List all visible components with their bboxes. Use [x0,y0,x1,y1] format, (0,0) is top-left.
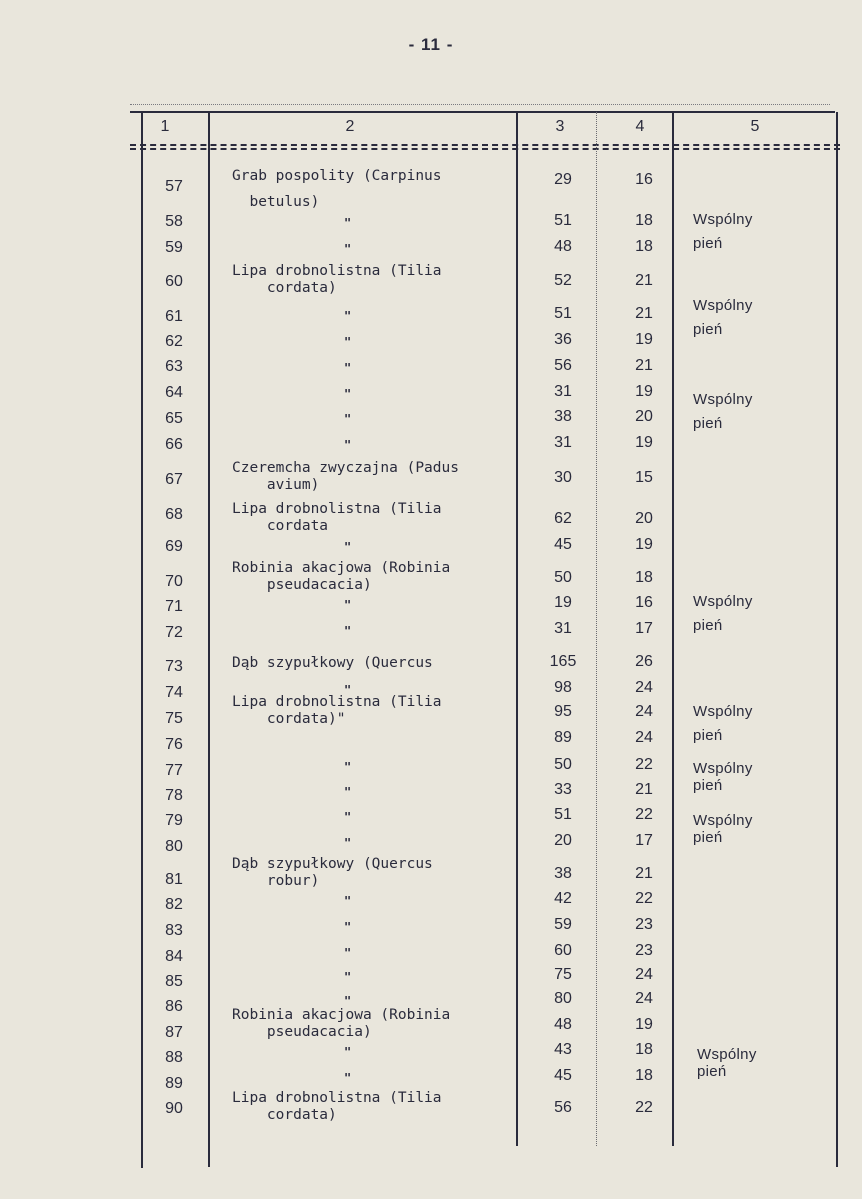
tree-species-name: Grab pospolity (Carpinus betulus) [232,168,442,210]
row-number: 82 [165,896,183,913]
row-number: 64 [165,384,183,401]
column-3-value: 33 [554,781,572,798]
row-number: 59 [165,239,183,256]
column-4-value: 22 [635,806,653,823]
row-number: 67 [165,471,183,488]
column-3-value: 56 [554,357,572,374]
column-4-value: 16 [635,594,653,611]
tree-species-name: Czeremcha zwyczajna (Padus avium) [232,460,459,493]
column-3-value: 51 [554,212,572,229]
column-3-value: 31 [554,383,572,400]
column-4-value: 21 [635,305,653,322]
column-3-value: 51 [554,806,572,823]
column-3-value: 52 [554,272,572,289]
column-4-value: 18 [635,569,653,586]
column-4-value: 24 [635,703,653,720]
row-number: 65 [165,410,183,427]
tree-species-name: " [344,894,352,908]
column-3-value: 50 [554,569,572,586]
row-number: 68 [165,506,183,523]
tree-species-name: " [344,1071,352,1085]
tree-species-name: " [344,387,352,401]
column-4-value: 23 [635,942,653,959]
column-border [516,112,518,1146]
row-number: 73 [165,658,183,675]
row-number: 86 [165,998,183,1015]
column-4-value: 19 [635,434,653,451]
column-4-value: 20 [635,510,653,527]
column-border [208,112,210,1167]
tree-species-name: " [344,335,352,349]
column-3-value: 30 [554,469,572,486]
row-number: 90 [165,1100,183,1117]
row-number: 88 [165,1049,183,1066]
column-4-value: 24 [635,966,653,983]
note-common-trunk: Wspólny pień [693,593,753,634]
tree-species-name: Lipa drobnolistna (Tilia cordata) [232,263,442,296]
column-3-value: 75 [554,966,572,983]
tree-species-name: Robinia akacjowa (Robinia pseudacacia) [232,1007,451,1040]
tree-species-name: " [344,683,352,697]
column-border [836,112,838,1167]
row-number: 76 [165,736,183,753]
column-header-2: 2 [345,118,355,135]
tree-species-name: " [344,760,352,774]
column-4-value: 17 [635,620,653,637]
tree-species-name: " [344,361,352,375]
column-border [141,112,143,1168]
row-number: 66 [165,436,183,453]
column-3-value: 80 [554,990,572,1007]
tree-species-name: Dąb szypułkowy (Quercus robur) [232,856,433,889]
column-3-value: 62 [554,510,572,527]
column-3-value: 19 [554,594,572,611]
row-number: 84 [165,948,183,965]
column-3-value: 29 [554,171,572,188]
tree-species-name: " [344,540,352,554]
column-3-value: 98 [554,679,572,696]
column-4-value: 16 [635,171,653,188]
note-common-trunk: Wspólny pień [693,812,753,846]
tree-species-name: " [344,216,352,230]
row-number: 63 [165,358,183,375]
column-3-value: 38 [554,408,572,425]
row-number: 87 [165,1024,183,1041]
column-3-value: 51 [554,305,572,322]
column-3-value: 48 [554,1016,572,1033]
column-header-3: 3 [555,118,565,135]
column-3-value: 45 [554,536,572,553]
row-number: 58 [165,213,183,230]
row-number: 78 [165,787,183,804]
tree-species-name: " [344,970,352,984]
column-3-value: 95 [554,703,572,720]
row-number: 85 [165,973,183,990]
column-4-value: 18 [635,1041,653,1058]
column-3-value: 43 [554,1041,572,1058]
dotted-rule [130,104,830,105]
column-4-value: 18 [635,1067,653,1084]
column-3-value: 45 [554,1067,572,1084]
column-4-value: 21 [635,865,653,882]
tree-species-name: " [344,624,352,638]
column-3-value: 89 [554,729,572,746]
column-4-value: 24 [635,729,653,746]
column-3-value: 56 [554,1099,572,1116]
column-3-value: 36 [554,331,572,348]
tree-species-name: " [344,836,352,850]
column-3-value: 165 [549,653,577,670]
column-4-value: 19 [635,536,653,553]
row-number: 62 [165,333,183,350]
row-number: 83 [165,922,183,939]
note-common-trunk: Wspólny pień [693,391,753,432]
row-number: 81 [165,871,183,888]
row-number: 72 [165,624,183,641]
header-separator [130,144,840,150]
column-4-value: 22 [635,756,653,773]
tree-species-name: " [344,309,352,323]
row-number: 75 [165,710,183,727]
row-number: 74 [165,684,183,701]
tree-species-name: " [344,994,352,1008]
page-number: - 11 - [408,35,454,54]
column-header-1: 1 [160,118,170,135]
column-3-value: 50 [554,756,572,773]
tree-species-name: Lipa drobnolistna (Tilia cordata [232,501,442,534]
column-4-value: 18 [635,238,653,255]
row-number: 57 [165,178,183,195]
column-4-value: 17 [635,832,653,849]
tree-species-name: Robinia akacjowa (Robinia pseudacacia) [232,560,451,593]
row-number: 71 [165,598,183,615]
note-common-trunk: Wspólny pień [693,760,753,794]
row-number: 61 [165,308,183,325]
row-number: 80 [165,838,183,855]
column-3-value: 42 [554,890,572,907]
row-number: 69 [165,538,183,555]
column-4-value: 26 [635,653,653,670]
tree-species-name: " [344,946,352,960]
tree-species-name: " [344,242,352,256]
column-3-value: 31 [554,620,572,637]
tree-species-name: " [344,412,352,426]
column-3-value: 20 [554,832,572,849]
note-common-trunk: Wspólny pień [693,211,753,252]
column-4-value: 21 [635,272,653,289]
column-4-value: 21 [635,357,653,374]
tree-species-name: Lipa drobnolistna (Tilia cordata)" [232,694,442,727]
tree-species-name: " [344,598,352,612]
note-common-trunk: Wspólny pień [693,297,753,338]
row-number: 77 [165,762,183,779]
row-number: 79 [165,812,183,829]
column-4-value: 22 [635,1099,653,1116]
row-number: 70 [165,573,183,590]
column-4-value: 20 [635,408,653,425]
note-common-trunk: Wspólny pień [697,1046,757,1080]
column-3-value: 38 [554,865,572,882]
column-4-value: 21 [635,781,653,798]
column-4-value: 19 [635,1016,653,1033]
column-4-value: 18 [635,212,653,229]
tree-species-name: " [344,438,352,452]
column-4-value: 23 [635,916,653,933]
column-4-value: 22 [635,890,653,907]
tree-species-name: Dąb szypułkowy (Quercus [232,655,433,671]
tree-species-name: " [344,810,352,824]
row-number: 60 [165,273,183,290]
column-3-value: 48 [554,238,572,255]
note-common-trunk: Wspólny pień [693,703,753,744]
tree-species-name: " [344,785,352,799]
column-header-5: 5 [750,118,760,135]
tree-species-name: Lipa drobnolistna (Tilia cordata) [232,1090,442,1123]
table-top-border [130,111,835,113]
column-3-value: 60 [554,942,572,959]
column-4-value: 19 [635,383,653,400]
column-3-value: 31 [554,434,572,451]
column-4-value: 24 [635,990,653,1007]
column-4-value: 19 [635,331,653,348]
column-4-value: 24 [635,679,653,696]
column-3-value: 59 [554,916,572,933]
column-4-value: 15 [635,469,653,486]
row-number: 89 [165,1075,183,1092]
tree-species-name: " [344,1045,352,1059]
column-header-4: 4 [635,118,645,135]
tree-species-name: " [344,920,352,934]
